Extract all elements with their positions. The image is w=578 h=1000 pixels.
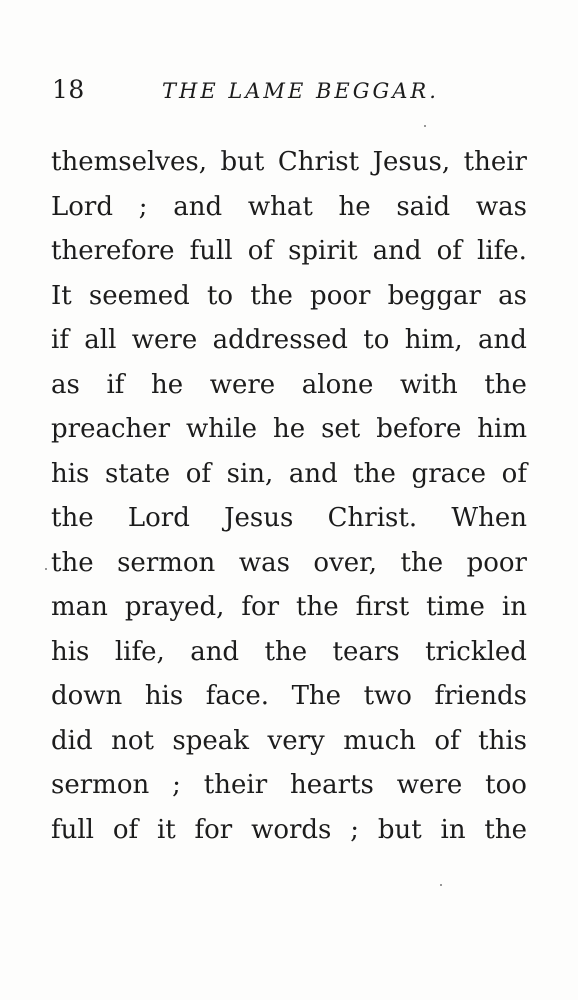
print-speck	[45, 568, 47, 570]
text-line: if all were addressed to him, and	[51, 325, 527, 355]
text-line: It seemed to the poor beggar as	[51, 280, 527, 311]
text-line: as if he were alone with the	[51, 369, 527, 400]
print-speck	[424, 125, 426, 127]
text-line: the Lord Jesus Christ. When	[51, 503, 527, 533]
text-line: man prayed, for the first time in	[51, 592, 527, 622]
text-line: did not speak very much of this	[51, 725, 527, 756]
print-speck	[440, 884, 442, 886]
text-line: his state of sin, and the grace of	[51, 458, 527, 489]
text-line: his life, and the tears trickled	[51, 636, 527, 667]
text-line: preacher while he set before him	[51, 414, 527, 444]
page-header	[52, 72, 528, 112]
text-line: down his face. The two friends	[51, 681, 527, 711]
text-line: full of it for words ; but in the	[51, 814, 527, 845]
text-line: Lord ; and what he said was	[51, 191, 527, 222]
running-title: THE LAME BEGGAR.	[162, 79, 439, 103]
text-line: sermon ; their hearts were too	[51, 770, 527, 800]
body-text	[51, 140, 527, 852]
text-line: therefore full of spirit and of life.	[51, 236, 527, 266]
text-line: themselves, but Christ Jesus, their	[51, 147, 527, 177]
page-number: 18	[52, 75, 85, 104]
text-line: the sermon was over, the poor	[51, 547, 527, 578]
